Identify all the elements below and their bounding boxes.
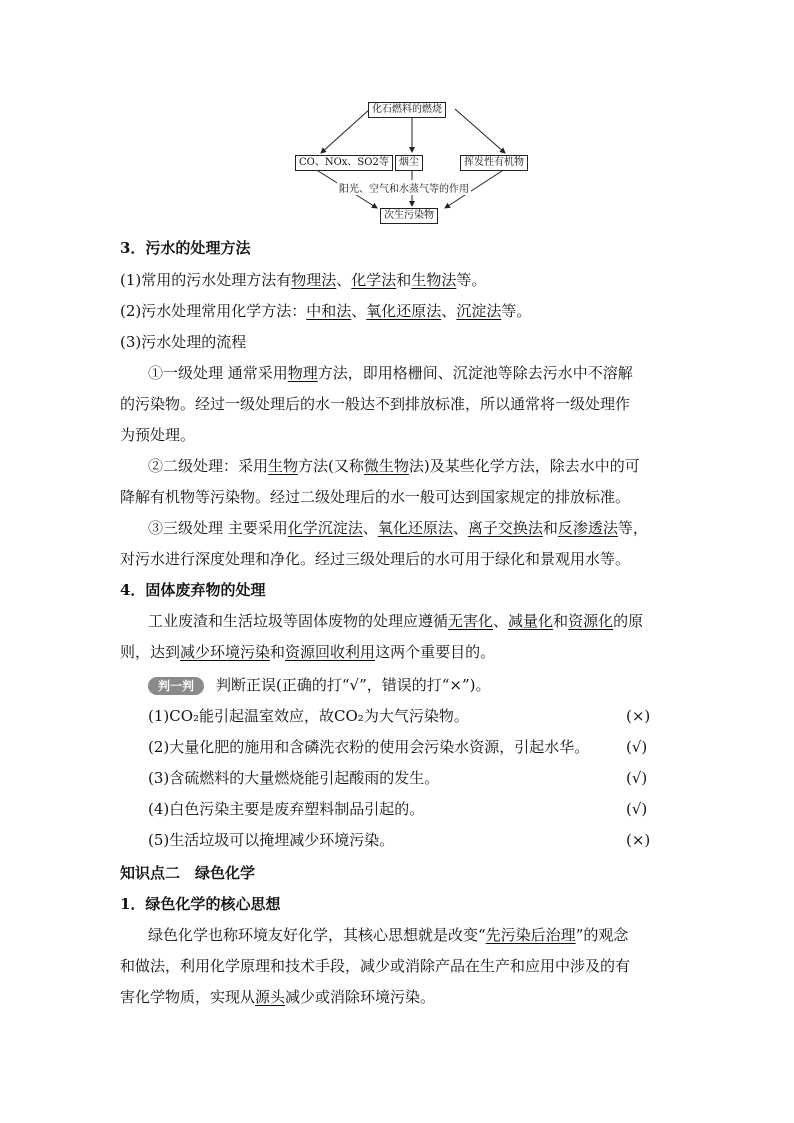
diagram-right-box: 挥发性有机物: [460, 155, 528, 171]
s3-l2-e: 法)及某些化学方法，除去水中的可: [408, 457, 640, 475]
s3-p2: [120, 300, 531, 322]
judge-item-1: (1)CO₂能引起温室效应，故CO₂为大气污染物。: [148, 707, 469, 725]
s4-p2-d: 资源回收利用: [285, 643, 376, 661]
s3-l3-i: 等，: [617, 519, 648, 537]
s4-p2-c: 和: [270, 643, 286, 661]
s4-p2-b: 减少环境污染: [180, 643, 271, 661]
s4-p1-g: 的原: [613, 612, 644, 630]
diagram-left-box: CO、NOx、SO2等: [295, 155, 393, 171]
k2-p2: 和做法，利用化学原理和技术手段，减少或消除产品在生产和应用中涉及的有: [120, 957, 631, 975]
s4-p1-e: 和: [553, 612, 569, 630]
arrow-top-left: [321, 109, 370, 153]
judge-item-5: (5)生活垃圾可以掩埋减少环境污染。: [148, 831, 395, 849]
s3-l3-h: 反渗透法: [557, 519, 618, 537]
s3-l1: [148, 362, 633, 384]
k2-p3-b: 源头: [255, 988, 286, 1006]
s3-p2-d: 氧化还原法: [366, 302, 442, 320]
s3-l2: [148, 455, 640, 477]
s4-p1-a: 工业废渣和生活垃圾等固体废物的处理应遵循: [148, 612, 449, 630]
s3-l3-c: 、: [362, 519, 378, 537]
s4-p2-a: 则，达到: [120, 643, 181, 661]
s3-l3-e: 、: [452, 519, 468, 537]
s3-l3-d: 氧化还原法: [377, 519, 453, 537]
k2-subheading: 1．绿色化学的核心思想: [120, 895, 281, 913]
judge-mark-4: (√): [626, 800, 648, 818]
s3-p1-e: 和: [396, 271, 412, 289]
pollution-flow-diagram: [285, 96, 545, 226]
s4-p1-f: 资源化: [568, 612, 614, 630]
s3-l1-c: 方法，即用格栅间、沉淀池等除去污水中不溶解: [317, 364, 633, 382]
s3-l3-f: 离子交换法: [467, 519, 543, 537]
s3-p2-a: (2)污水处理常用化学方法：: [120, 302, 307, 320]
s4-p1: [148, 610, 643, 632]
s3-p3: (3)污水处理的流程: [120, 333, 247, 351]
s3-p1-f: 生物法: [411, 271, 457, 289]
diagram-bottom-box: 次生污染物: [380, 208, 438, 224]
s4-p1-b: 无害化: [448, 612, 494, 630]
s3-p1-c: 、: [336, 271, 352, 289]
s3-l2-a: ②二级处理：采用: [148, 457, 269, 475]
s4-p2-e: 这两个重要目的。: [375, 643, 496, 661]
judge-badge: 判一判: [148, 677, 204, 695]
judge-instruction: 判断正误(正确的打“√”，错误的打“×”)。: [216, 676, 491, 694]
judge-mark-3: (√): [626, 769, 648, 787]
s3-p1-a: (1)常用的污水处理方法有: [120, 271, 292, 289]
k2-p1-b: 先污染后治理: [485, 926, 576, 944]
k2-p1-a: 绿色化学也称环境友好化学，其核心思想就是改变“: [148, 926, 486, 944]
s3-l3b: 对污水进行深度处理和净化。经过三级处理后的水可用于绿化和景观用水等。: [120, 550, 631, 568]
judge-mark-2: (√): [626, 738, 648, 756]
diagram-middle-box: 烟尘: [395, 155, 423, 171]
judge-instruction-line: [148, 674, 491, 696]
s3-l1b: 的污染物。经过一级处理后的水一般达不到排放标准，所以通常将一级处理作: [120, 395, 631, 413]
k2-p1-c: ”的观念: [575, 926, 629, 944]
k2-p3-c: 减少或消除环境污染。: [285, 988, 436, 1006]
s3-l3-g: 和: [542, 519, 558, 537]
s3-l1c: 为预处理。: [120, 426, 196, 444]
s3-l3: [148, 517, 648, 539]
judge-item-3: (3)含硫燃料的大量燃烧能引起酸雨的发生。: [148, 769, 440, 787]
s3-p2-f: 沉淀法: [456, 302, 502, 320]
s3-p2-e: 、: [441, 302, 457, 320]
k2-p3: [120, 986, 435, 1008]
judge-item-4: (4)白色污染主要是废弃塑料制品引起的。: [148, 800, 425, 818]
s4-p1-c: 、: [493, 612, 509, 630]
s3-l2-b: 生物: [268, 457, 299, 475]
judge-mark-1: (×): [626, 707, 651, 725]
s3-l2-d: 微生物: [363, 457, 409, 475]
s3-p2-c: 、: [351, 302, 367, 320]
s3-l2-c: 方法(又称: [298, 457, 364, 475]
knowledge-point-2-heading: 知识点二 绿色化学: [120, 864, 256, 882]
s3-l3-b: 化学沉淀法: [287, 519, 363, 537]
s3-p2-g: 等。: [501, 302, 532, 320]
s3-l1-b: 物理: [287, 364, 318, 382]
diagram-note: 阳光、空气和水蒸气等的作用: [337, 180, 471, 195]
s3-p1: [120, 269, 486, 291]
section-3-heading: 3．污水的处理方法: [120, 239, 251, 257]
s3-l3-a: ③三级处理 主要采用: [148, 519, 288, 537]
diagram-top-box: 化石燃料的燃烧: [368, 102, 446, 118]
s3-p1-g: 等。: [456, 271, 487, 289]
s3-l2b: 降解有机物等污染物。经过二级处理后的水一般可达到国家规定的排放标准。: [120, 488, 631, 506]
judge-item-2: (2)大量化肥的施用和含磷洗衣粉的使用会污染水资源，引起水华。: [148, 738, 590, 756]
k2-p3-a: 害化学物质，实现从: [120, 988, 256, 1006]
s4-p1-d: 减量化: [508, 612, 554, 630]
s3-p1-d: 化学法: [351, 271, 397, 289]
k2-p1: [148, 924, 628, 946]
judge-mark-5: (×): [626, 831, 651, 849]
section-4-heading: 4．固体废弃物的处理: [120, 581, 266, 599]
s3-l1-a: ①一级处理 通常采用: [148, 364, 288, 382]
s3-p2-b: 中和法: [306, 302, 352, 320]
arrow-top-right: [455, 109, 505, 153]
s4-p2: [120, 641, 495, 663]
s3-p1-b: 物理法: [291, 271, 337, 289]
